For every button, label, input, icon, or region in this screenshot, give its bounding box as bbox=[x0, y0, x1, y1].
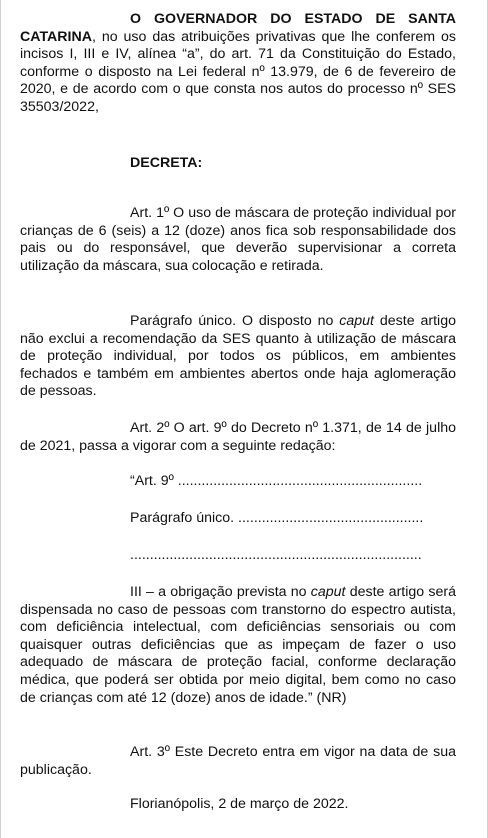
article-1-sole-paragraph: Parágrafo único. O disposto no caput deste artigo não exclui a recomendação da SES quanto à utilização de máscara de proteção individual, por todos os públicos, em ambientes fechados e também em ambientes abertos onde haja aglomeração de pessoas. bbox=[20, 313, 456, 400]
quote-omission-dots: .......................................................................... bbox=[130, 547, 422, 563]
preamble-title: O GOVERNADOR DO ESTADO DE SANTA CATARINA bbox=[20, 11, 456, 45]
article-3: Art. 3º Este Decreto entra em vigor na data de sua publicação. bbox=[20, 744, 456, 778]
quote-art-9: “Art. 9º .............................................................. bbox=[130, 473, 423, 489]
article-1: Art. 1º O uso de máscara de proteção individual por crianças de 6 (seis) a 12 (doze) anos fica sob responsabilidade dos pais ou do responsável, que deverão supervisionar a correta utilização da máscara, sua colocação e retirada. bbox=[20, 205, 456, 274]
caput-term: caput bbox=[310, 584, 346, 600]
quote-sole-paragraph: Parágrafo único. ............................................... bbox=[130, 510, 424, 526]
inciso-iii: III – a obrigação prevista no caput deste artigo será dispensada no caso de pessoas com transtorno do espectro autista, com deficiência intelectual, com deficiências sensoriais ou com quaisquer outras deficiências que as impeçam de fazer o uso adequado de máscara de proteção facial, conforme declaração médica, que poderá ser obtida por meio digital, bem como no caso de crianças com até 12 (doze) anos de idade.” (NR) bbox=[20, 584, 456, 706]
signature-date: Florianópolis, 2 de março de 2022. bbox=[130, 796, 349, 812]
decreta-heading: DECRETA: bbox=[130, 155, 203, 171]
preamble-paragraph bbox=[20, 11, 456, 117]
caput-term: caput bbox=[339, 313, 374, 329]
preamble-text: , no uso das atribuições privativas que lhe conferem os incisos I, III e IV, alínea “a”, do art. 71 da Constituição do Estado, conforme o disposto na Lei federal nº 13.979, de 6 de fevereiro de 2020, e de acordo com o que consta nos autos do processo nº SES 35503/2022, bbox=[20, 28, 456, 115]
article-2: Art. 2º O art. 9º do Decreto nº 1.371, de 14 de julho de 2021, passa a vigorar com a seguinte redação: bbox=[20, 420, 456, 454]
